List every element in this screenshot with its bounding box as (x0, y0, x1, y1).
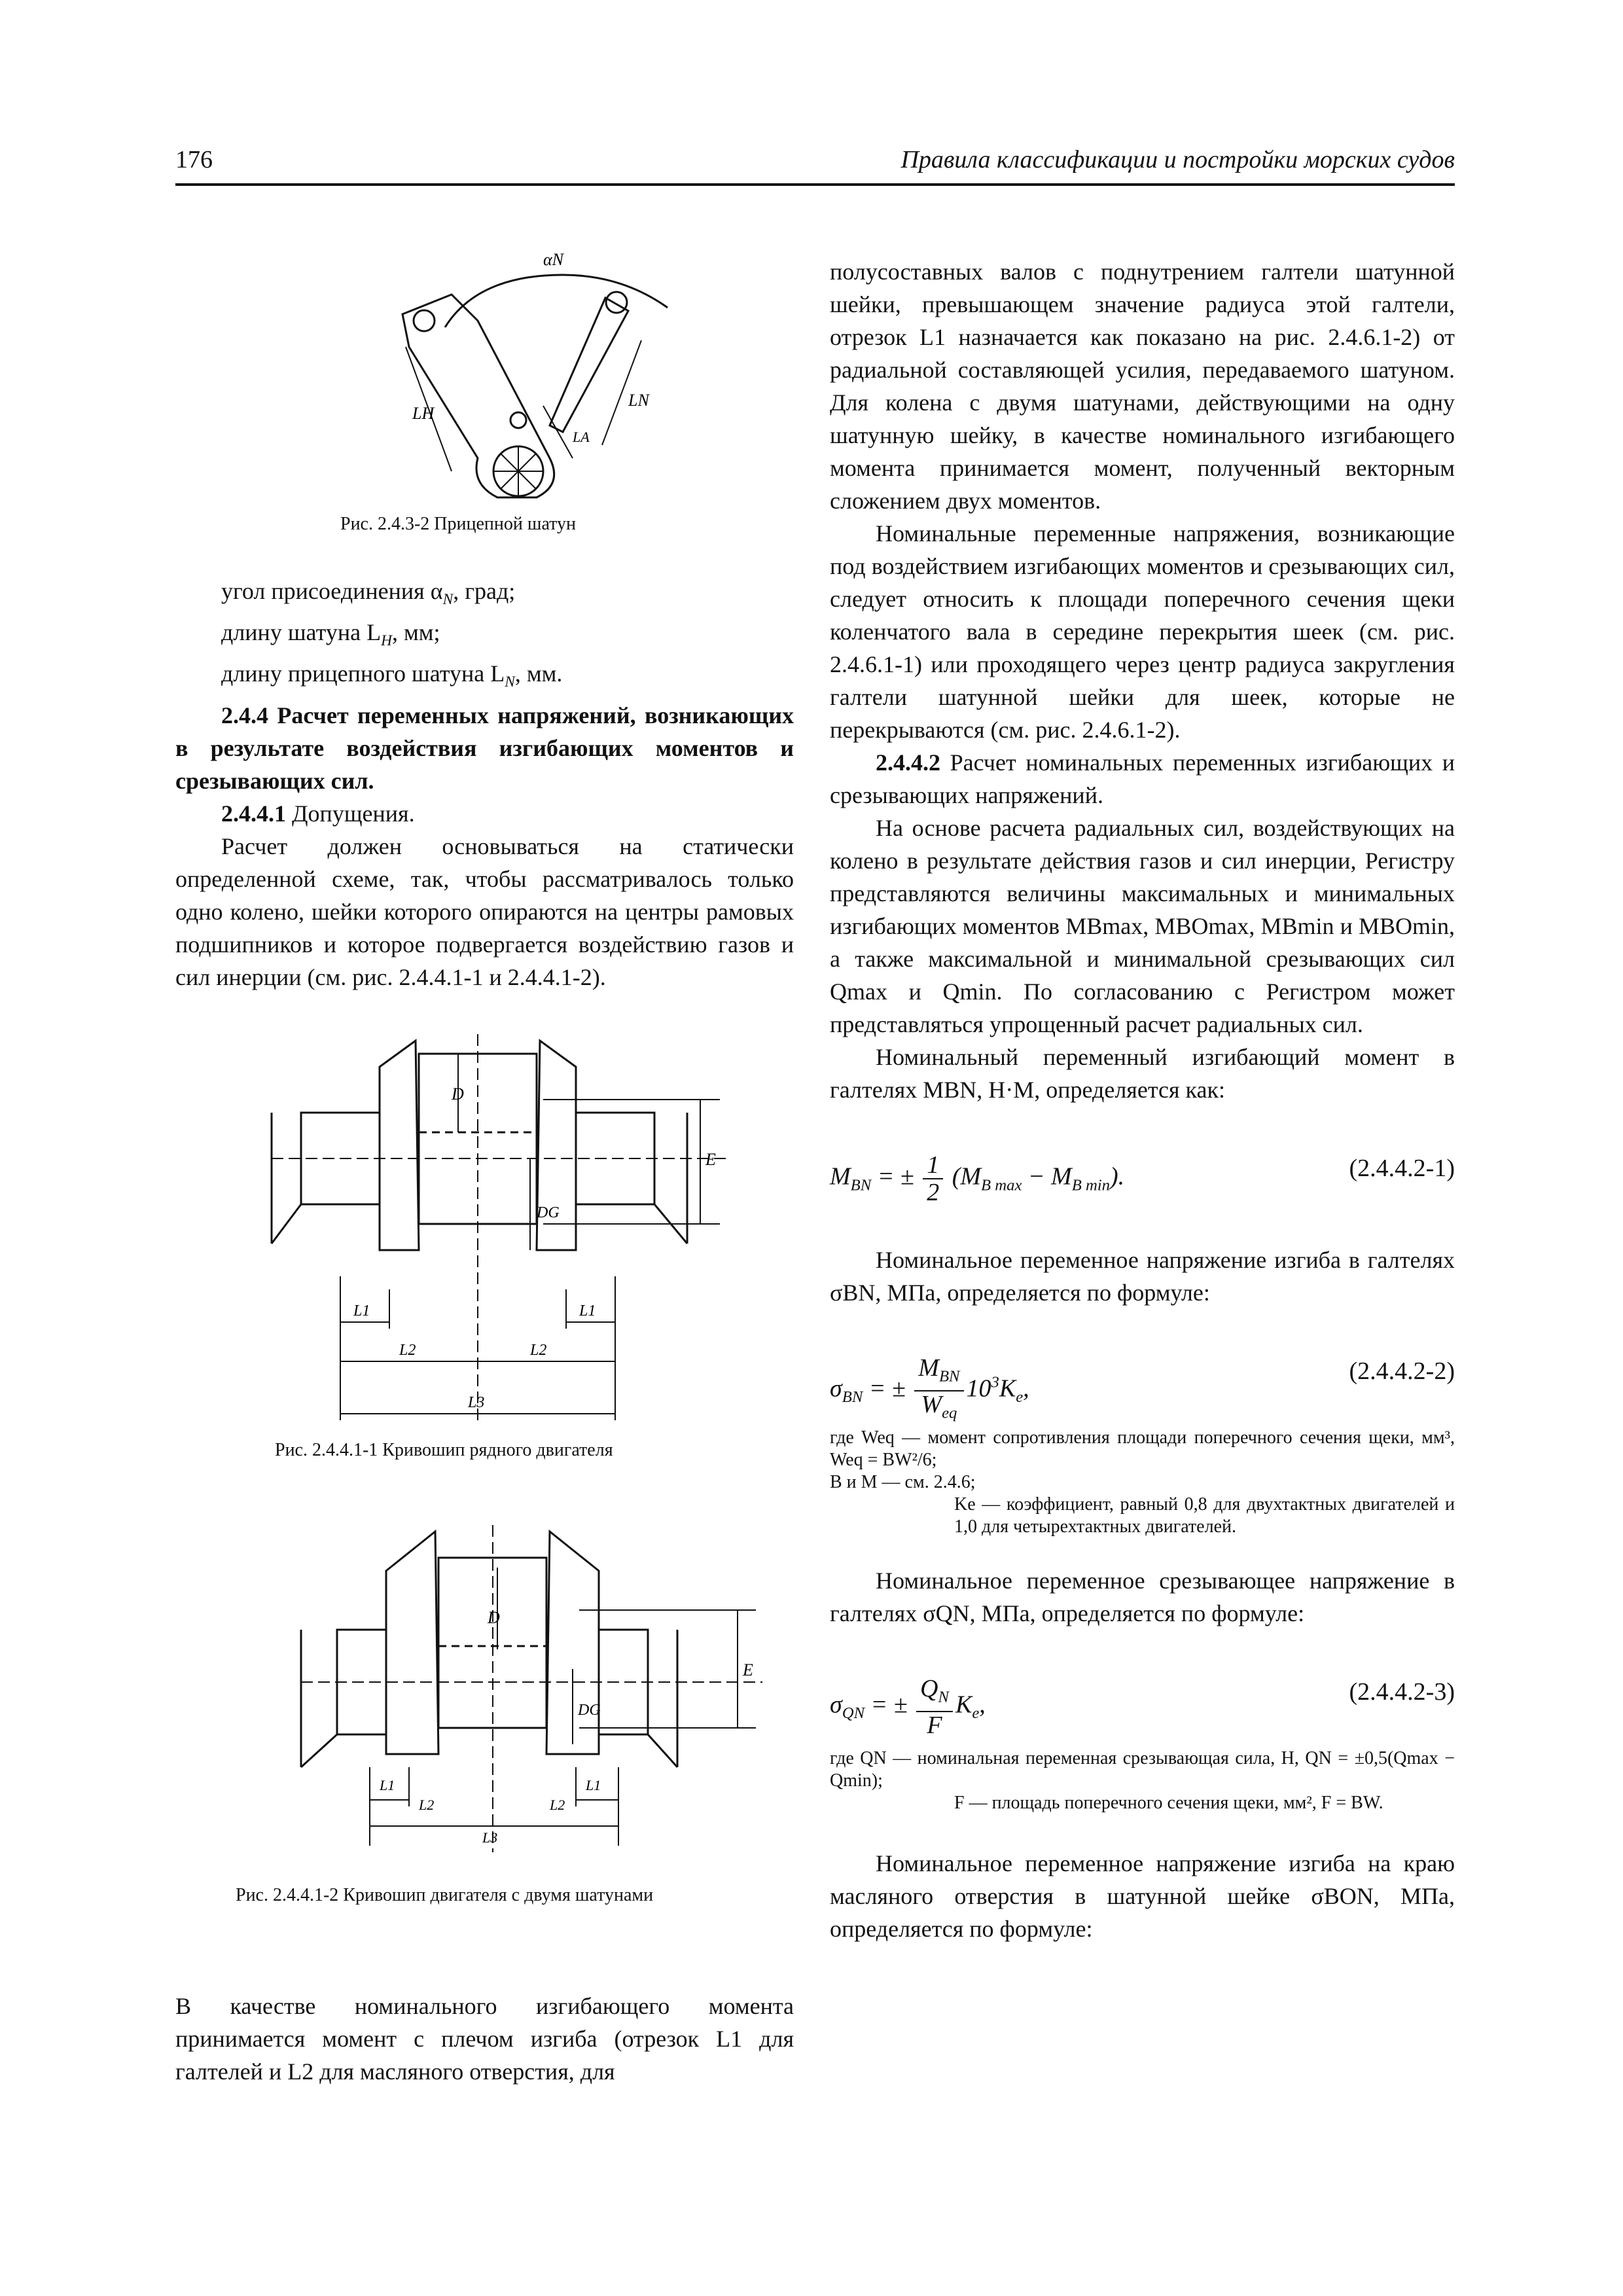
figure-caption-2441-2: Рис. 2.4.4.1-2 Кривошип двигателя с двумя шатунами (236, 1885, 654, 1905)
equation-number-2: (2.4.4.2-2) (1349, 1357, 1455, 1385)
l1-right-label: L1 (579, 1302, 596, 1319)
paragraph-continuation: полусоставных валов с поднутрением галтели шатунной шейки, превышающем значение радиуса этой галтели, отрезок L1 назначается как показано на рис. 2.4.6.1-2) от радиальной составляющей усилия, передаваемого шатуном. Для колена с двумя шатунами, действующими на одну шатунную шейку, в качестве номинального изгибающего момента принимается момент, полученный векторным сложением двух моментов. (830, 259, 1455, 514)
l2-right-label-2: L2 (550, 1797, 565, 1813)
figure-caption-2441-1: Рис. 2.4.4.1-1 Кривошип рядного двигателя (275, 1440, 613, 1460)
paragraph-sbn: Номинальное переменное напряжение изгиба в галтелях σBN, МПа, определяется по формуле: (830, 1247, 1455, 1306)
dg-label-2: DG (578, 1702, 601, 1719)
dg-label: DG (537, 1204, 560, 1221)
note-f: F — площадь поперечного сечения щеки, мм², F = BW. (954, 1793, 1383, 1813)
l1-left-label: L1 (353, 1302, 370, 1319)
e-label-2: E (743, 1660, 753, 1679)
page-header (175, 143, 1455, 186)
l3-label: L3 (468, 1394, 485, 1411)
d-label: D (452, 1085, 464, 1103)
list-item-angle: угол присоединения $\alpha_N$, град; (221, 578, 516, 609)
d-label-2: D (488, 1608, 500, 1627)
figure-crank-inline (268, 1028, 726, 1433)
ln-label: LN (628, 391, 649, 410)
paragraph-assumptions: Расчет должен основываться на статически определенной схеме, так, чтобы рассматривалось только одно колено, шейки которого опираются на центры рамовых подшипников и которое подвергается воздействию газов и сил инерции (см. рис. 2.4.4.1-1 и 2.4.4.1-2). (175, 833, 794, 990)
note-bm: B и M — см. 2.4.6; (830, 1472, 976, 1492)
paragraph-basis: На основе расчета радиальных сил, воздействующих на колено в результате действия газов и сил инерции, Регистру представляются величины максимальных и минимальных изгибающих моментов MBmax, MBOmax, MBmin и MBOmin, а также максимальной и минимальной срезывающих сил Qmax и Qmin. По согласованию с Регистром может представляться упрощенный расчет радиальных сил. (830, 815, 1455, 1037)
figure-articulated-rod (347, 249, 740, 511)
left-column (175, 575, 794, 994)
formula-mbn: $M_{BN}$ = ± $\frac{1}{2}$ $(M_{B max} - M_{B min})$. (2.4.4.2-1) (830, 1151, 1455, 1206)
paragraph-sbon: Номинальное переменное напряжение изгиба на краю масляного отверстия в шатунной шейке σBON, МПа, определяется по формуле: (830, 1850, 1455, 1942)
subsection-calculation: 2.4.4.2 Расчет номинальных переменных изгибающих и срезывающих напряжений. (830, 749, 1455, 808)
l2-left-label: L2 (399, 1342, 416, 1359)
lh-label: LH (412, 404, 435, 423)
paragraph-sqn: Номинальное переменное срезывающее напряжение в галтелях σQN, МПа, определяется по формуле: (830, 1568, 1455, 1626)
figure-crank-two-rods (298, 1518, 769, 1859)
formula-sqn: $\sigma_{QN}$ = ± $\frac{Q_N}{F}$ $K_e$, (2.4.4.2-3) (830, 1675, 1455, 1739)
e-label: E (705, 1150, 716, 1169)
equation-number-1: (2.4.4.2-1) (1349, 1155, 1455, 1182)
la-label: LA (573, 429, 590, 445)
list-item-trailer-length: длину прицепного шатуна $L_N$, мм. (221, 660, 563, 691)
l3-label-2: L3 (482, 1829, 498, 1846)
l1-left-label-2: L1 (380, 1777, 395, 1793)
paragraph-nominal-stresses: Номинальные переменные напряжения, возникающие под воздействием изгибающих моментов и срезывающих сил, следует относить к площади поперечного сечения щеки коленчатого вала в середине перекрытия шеек (см. рис. 2.4.6.1-1) или проходящего через центр радиуса закругления галтели шатунной шейки для шеек, которые не перекрываются (см. рис. 2.4.6.1-2). (830, 520, 1455, 743)
figure-caption-243-2: Рис. 2.4.3-2 Прицепной шатун (340, 514, 576, 534)
l2-left-label-2: L2 (419, 1797, 435, 1813)
l2-right-label: L2 (530, 1342, 547, 1359)
formula-sbn: $\sigma_{BN}$ = ± $\frac{M_{BN}}{W_{eq}}$ $10^3K_e$, (2.4.4.2-2) (830, 1354, 1455, 1422)
right-column (830, 255, 1455, 1945)
running-title: Правила классификации и постройки морских судов (901, 146, 1455, 173)
note-weq: где Weq — момент сопротивления площади поперечного сечения щеки, мм³, Weq = BW²/6; (830, 1427, 1455, 1470)
note-qn: где QN — номинальная переменная срезывающая сила, Н, QN = ±0,5(Qmax − Qmin); (830, 1748, 1455, 1791)
paragraph-bending-moment: В качестве номинального изгибающего момента принимается момент с плечом изгиба (отрезок L1 для галтелей и L2 для масляного отверстия, для (175, 1993, 794, 2085)
note-ke: Ke — коэффициент, равный 0,8 для двухтактных двигателей и 1,0 для четырехтактных двигателей. (954, 1494, 1455, 1537)
l1-right-label-2: L1 (586, 1777, 601, 1793)
section-heading: 2.4.4 Расчет переменных напряжений, возникающих в результате воздействия изгибающих моментов и срезывающих сил. (175, 702, 794, 794)
page-number: 176 (175, 146, 213, 173)
subsection-assumptions: 2.4.4.1 Допущения. (221, 800, 415, 827)
equation-number-3: (2.4.4.2-3) (1349, 1678, 1455, 1706)
paragraph-mbn: Номинальный переменный изгибающий момент в галтелях MBN, Н·М, определяется как: (830, 1044, 1455, 1103)
alpha-label: αN (543, 250, 563, 269)
list-item-rod-length: длину шатуна $L_H$, мм; (221, 619, 440, 650)
